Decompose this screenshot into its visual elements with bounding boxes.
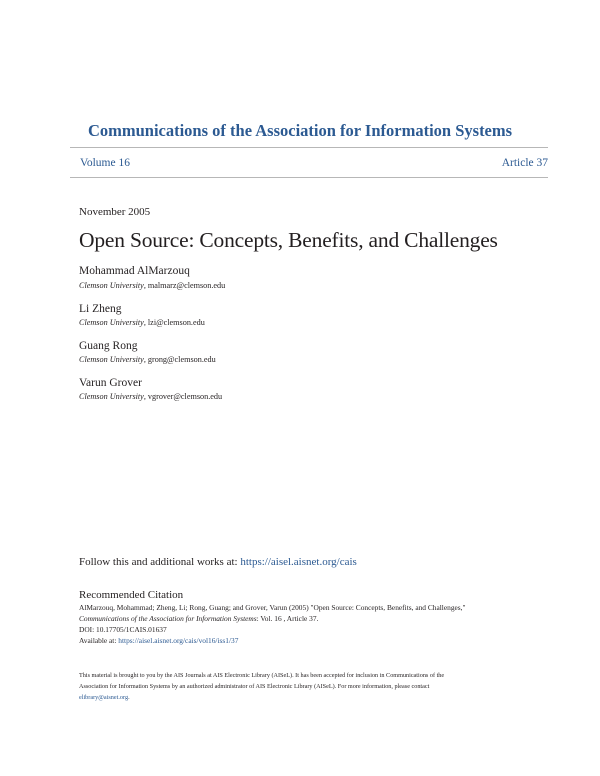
citation-doi: DOI: 10.17705/1CAIS.01637 — [79, 625, 167, 634]
citation-journal: Communications of the Association for Information Systems — [79, 614, 257, 623]
author-affiliation — [79, 355, 216, 364]
author-email: , vgrover@clemson.edu — [143, 392, 223, 401]
author-email: , malmarz@clemson.edu — [143, 281, 226, 290]
author-institution: Clemson University — [79, 392, 144, 401]
author-email: , grong@clemson.edu — [143, 355, 216, 364]
article-link[interactable]: Article 37 — [501, 157, 548, 169]
paper-title: Open Source: Concepts, Benefits, and Challenges — [79, 228, 498, 252]
journal-title: Communications of the Association for Information Systems — [87, 121, 513, 140]
notice-line: This material is brought to you by the AIS Journals at AIS Electronic Library (AISeL). It has been accepted for inclusion in Communications of the — [79, 672, 445, 679]
citation-heading: Recommended Citation — [79, 589, 184, 601]
citation-volume: : Vol. 16 , Article 37. — [256, 614, 319, 623]
notice-contact — [79, 694, 130, 701]
author-name: Li Zheng — [79, 303, 122, 315]
notice-period: . — [128, 694, 130, 701]
contact-email-link[interactable]: elibrary@aisnet.org — [79, 694, 129, 701]
available-label: Available at: — [79, 636, 119, 645]
notice-line: Association for Information Systems by an authorized administrator of AIS Electronic Library (AISeL). For more information, please contact — [79, 683, 430, 690]
author-affiliation — [79, 318, 205, 327]
cais-link[interactable]: https://aisel.aisnet.org/cais — [240, 556, 357, 568]
author-institution: Clemson University — [79, 355, 144, 364]
header-divider-bottom — [70, 177, 548, 178]
citation-availability — [79, 636, 238, 645]
article-url-link[interactable]: https://aisel.aisnet.org/cais/vol16/iss1/37 — [118, 636, 239, 645]
header-divider-top — [70, 147, 548, 148]
author-institution: Clemson University — [79, 281, 144, 290]
citation-authors-title: AlMarzouq, Mohammad; Zheng, Li; Rong, Guang; and Grover, Varun (2005) "Open Source: Concepts, Benefits, and Challenges," — [79, 603, 466, 612]
author-affiliation — [79, 392, 222, 401]
citation-journal-line — [79, 614, 318, 623]
author-institution: Clemson University — [79, 318, 144, 327]
author-name: Guang Rong — [79, 340, 138, 352]
author-name: Mohammad AlMarzouq — [79, 265, 190, 277]
follow-text: Follow this and additional works at: — [79, 556, 241, 568]
author-email: , lzi@clemson.edu — [143, 318, 205, 327]
author-name: Varun Grover — [79, 377, 142, 389]
follow-line — [79, 556, 357, 568]
volume-link[interactable]: Volume 16 — [80, 157, 130, 169]
author-affiliation — [79, 281, 225, 290]
publication-date: November 2005 — [79, 206, 151, 218]
